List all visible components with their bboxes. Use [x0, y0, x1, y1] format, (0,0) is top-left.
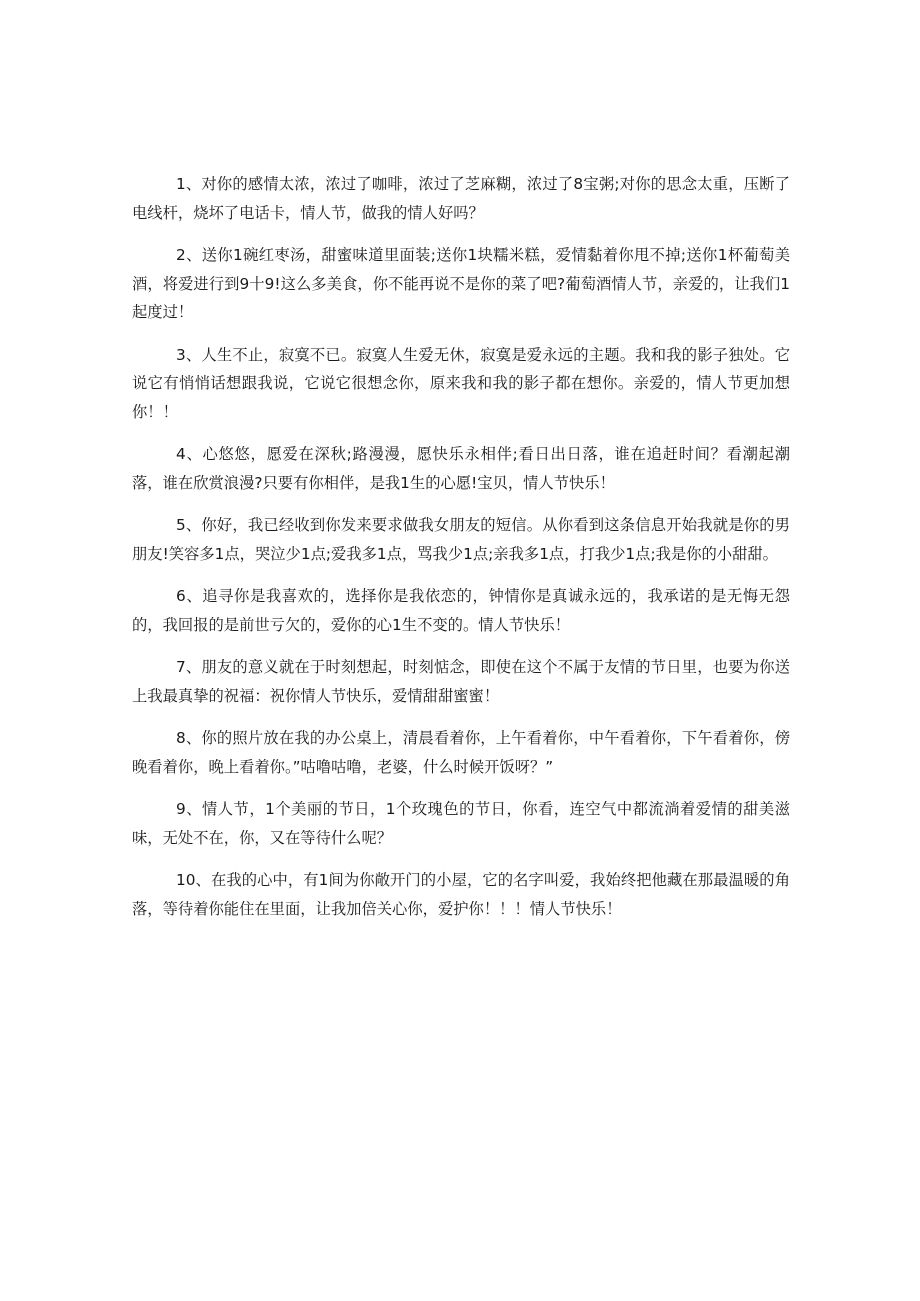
paragraph-5: 5、你好，我已经收到你发来要求做我女朋友的短信。从你看到这条信息开始我就是你的男朋友!笑容多1点，哭泣少1点;爱我多1点，骂我少1点;亲我多1点，打我少1点;我是你的小甜甜。: [132, 516, 790, 563]
paragraph-4: 4、心悠悠，愿爱在深秋;路漫漫，愿快乐永相伴;看日出日落，谁在追赶时间？看潮起潮落，谁在欣赏浪漫?只要有你相伴，是我1生的心愿!宝贝，情人节快乐！: [132, 445, 790, 492]
paragraph-2: 2、送你1碗红枣汤，甜蜜味道里面装;送你1块糯米糕，爱情黏着你甩不掉;送你1杯葡萄美酒，将爱进行到9十9!这么多美食，你不能再说不是你的菜了吧?葡萄酒情人节，亲爱的，让我们1起度过！: [132, 246, 790, 321]
paragraph-3: 3、人生不止，寂寞不已。寂寞人生爱无休，寂寞是爱永远的主题。我和我的影子独处。它说它有悄悄话想跟我说，它说它很想念你，原来我和我的影子都在想你。亲爱的，情人节更加想你！！: [132, 345, 790, 421]
paragraph-1: 1、对你的感情太浓，浓过了咖啡，浓过了芝麻糊，浓过了8宝粥;对你的思念太重，压断了电线杆，烧坏了电话卡，情人节，做我的情人好吗？: [132, 175, 790, 222]
paragraph-7: 7、朋友的意义就在于时刻想起，时刻惦念，即使在这个不属于友情的节日里，也要为你送上我最真挚的祝福：祝你情人节快乐，爱情甜甜蜜蜜！: [132, 658, 790, 705]
paragraph-9: 9、情人节，1个美丽的节日，1个玫瑰色的节日，你看，连空气中都流淌着爱情的甜美滋味，无处不在，你，又在等待什么呢？: [132, 800, 790, 847]
paragraph-6: 6、追寻你是我喜欢的，选择你是我依恋的，钟情你是真诚永远的，我承诺的是无悔无怨的，我回报的是前世亏欠的，爱你的心1生不变的。情人节快乐！: [132, 587, 790, 634]
paragraph-8: 8、你的照片放在我的办公桌上，清晨看着你，上午看着你，中午看着你，下午看着你，傍晚看着你，晚上看着你。”咕噜咕噜，老婆，什么时候开饭呀？”: [132, 729, 790, 776]
paragraph-10: 10、在我的心中，有1间为你敞开门的小屋，它的名字叫爱，我始终把他藏在那最温暖的角落，等待着你能住在里面，让我加倍关心你，爱护你！！！情人节快乐！: [132, 871, 790, 918]
document-body: [132, 170, 790, 937]
